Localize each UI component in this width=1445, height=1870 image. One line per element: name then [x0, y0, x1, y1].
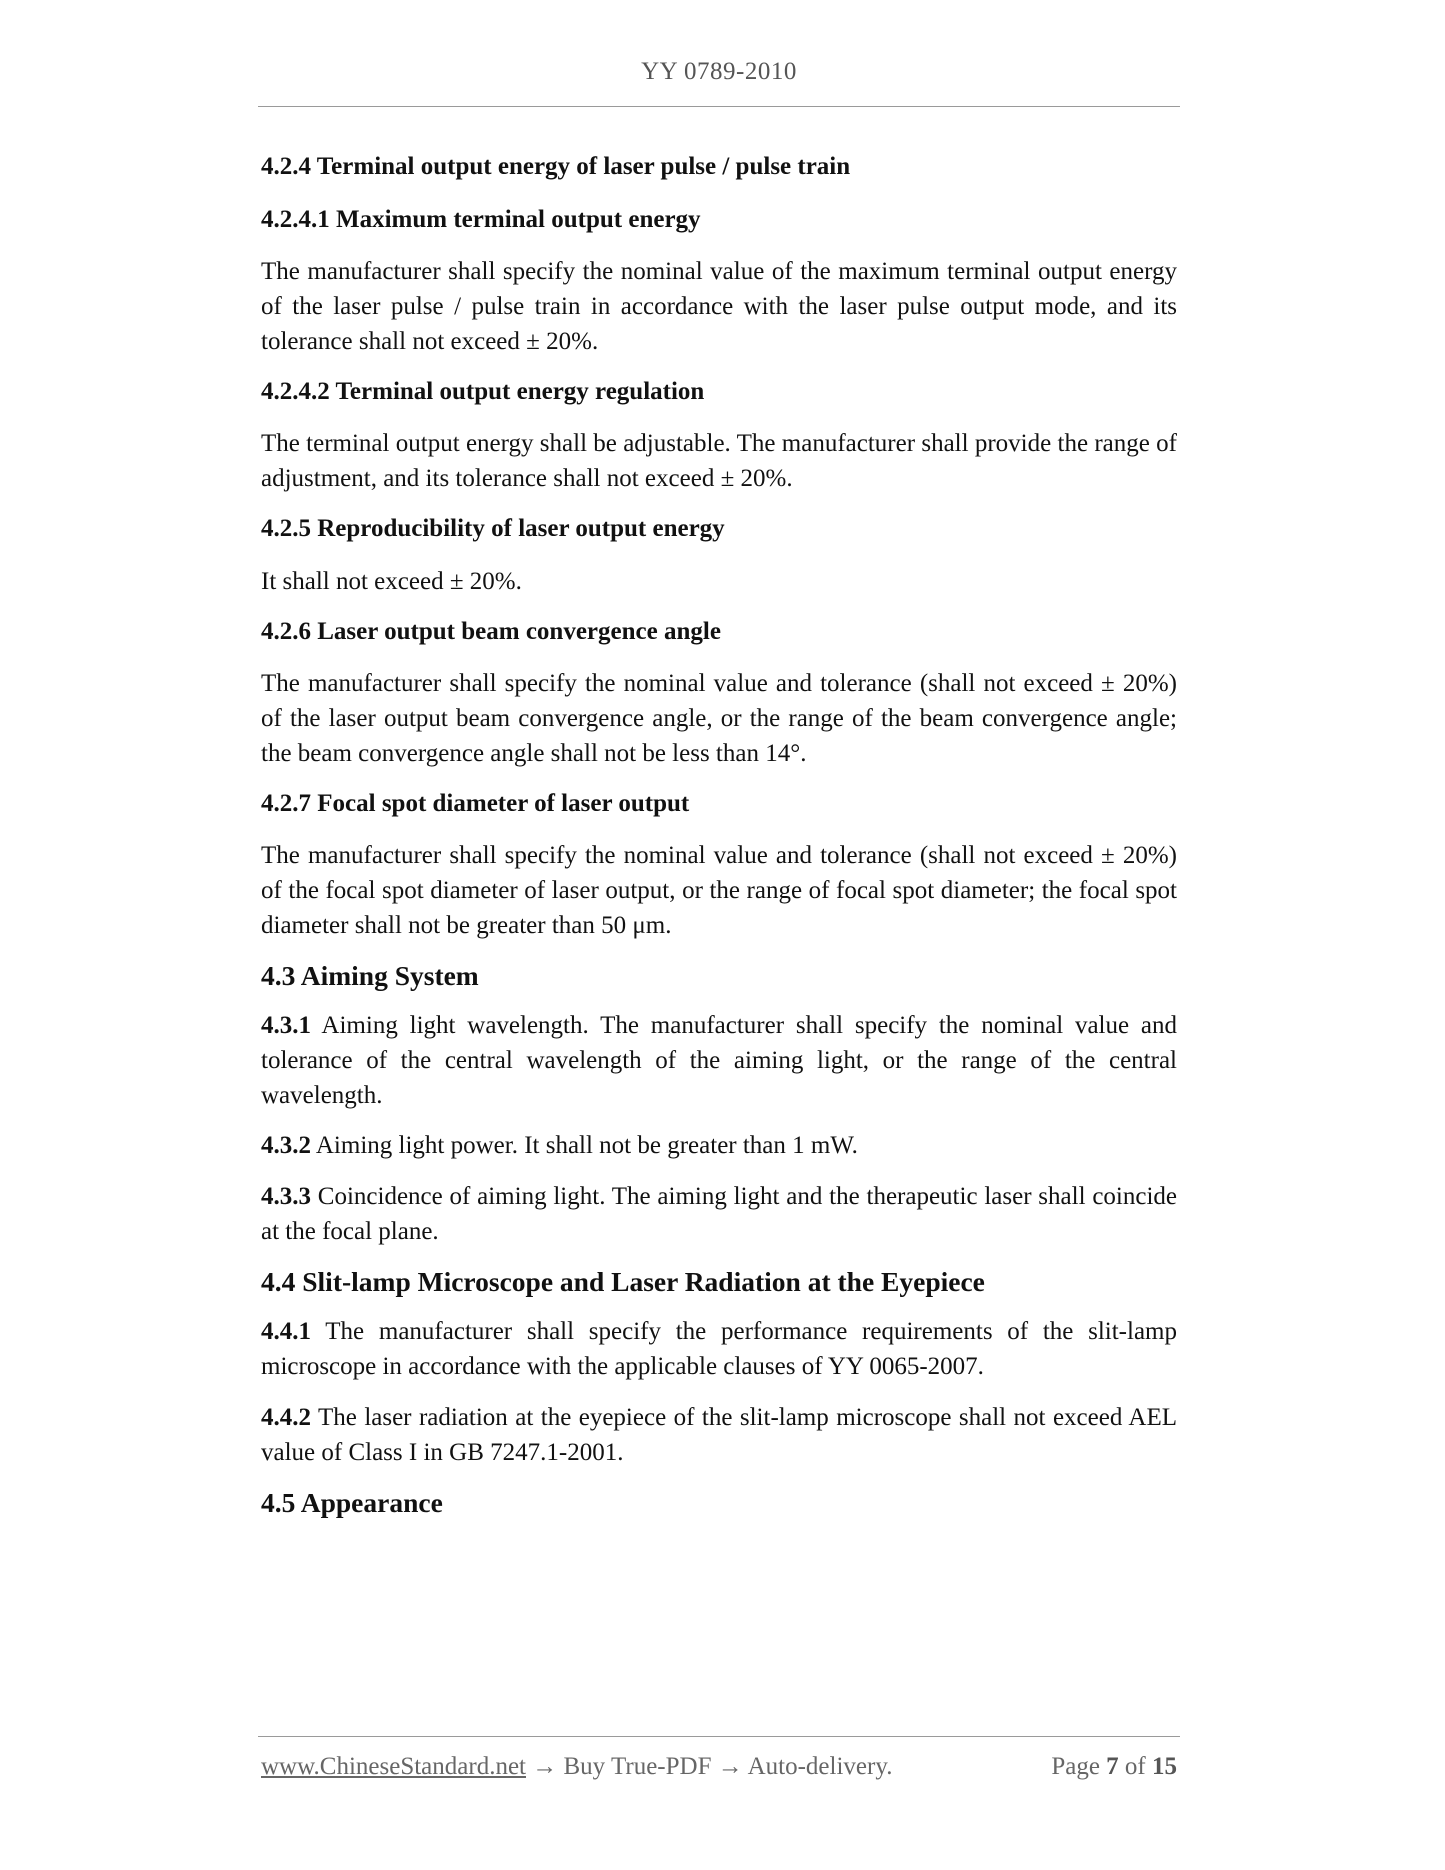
section-heading-4-3: 4.3 Aiming System	[261, 960, 479, 991]
current-page-number: 7	[1106, 1753, 1119, 1780]
clause-number: 4.3.1	[261, 1012, 311, 1039]
paragraph-4-2-6: The manufacturer shall specify the nominal value and tolerance (shall not exceed ± 20%) of the laser output beam convergence angle, or the range of the beam convergence angle; the beam convergence angle shall not be less than 14°.	[261, 670, 1177, 767]
paragraph-4-3-1	[261, 1008, 1177, 1113]
document-body	[261, 150, 1177, 1520]
paragraph-4-3-2	[261, 1128, 1177, 1163]
clause-text: The manufacturer shall specify the performance requirements of the slit-lamp microscope in accordance with the applicable clauses of YY 0065-2007.	[261, 1318, 1177, 1380]
paragraph-4-2-4-2: The terminal output energy shall be adjustable. The manufacturer shall provide the range of adjustment, and its tolerance shall not exceed ± 20%.	[261, 430, 1177, 492]
document-code: YY 0789-2010	[641, 58, 797, 85]
clause-text: The laser radiation at the eyepiece of the slit-lamp microscope shall not exceed AEL value of Class I in GB 7247.1-2001.	[261, 1404, 1177, 1466]
clause-number: 4.4.1	[261, 1318, 311, 1345]
footer-promo	[261, 1753, 892, 1781]
page-header	[258, 0, 1180, 107]
paragraph-4-2-5: It shall not exceed ± 20%.	[261, 568, 522, 595]
clause-text: Aiming light power. It shall not be greater than 1 mW.	[311, 1132, 858, 1159]
paragraph-4-4-1	[261, 1314, 1177, 1384]
page-of-label: of	[1124, 1753, 1146, 1780]
chinese-standard-link[interactable]: www.ChineseStandard.net	[261, 1753, 526, 1780]
clause-number: 4.3.3	[261, 1183, 311, 1210]
clause-text: Coincidence of aiming light. The aiming light and the therapeutic laser shall coincide at the focal plane.	[261, 1183, 1177, 1245]
section-heading-4-4: 4.4 Slit-lamp Microscope and Laser Radiation at the Eyepiece	[261, 1266, 985, 1297]
paragraph-4-2-7: The manufacturer shall specify the nominal value and tolerance (shall not exceed ± 20%) of the focal spot diameter of laser output, or the range of focal spot diameter; the focal spot diameter shall not be greater than 50 μm.	[261, 842, 1177, 939]
section-heading-4-2-7: 4.2.7 Focal spot diameter of laser output	[261, 790, 690, 817]
footer-divider	[258, 1736, 1180, 1737]
section-heading-4-2-4-2: 4.2.4.2 Terminal output energy regulation	[261, 378, 705, 405]
total-page-number: 15	[1152, 1753, 1177, 1780]
paragraph-4-4-2	[261, 1400, 1177, 1470]
paragraph-4-2-4-1: The manufacturer shall specify the nominal value of the maximum terminal output energy of the laser pulse / pulse train in accordance with the laser pulse output mode, and its tolerance shall not exceed ± 20%.	[261, 258, 1177, 355]
clause-text: Aiming light wavelength. The manufacturer shall specify the nominal value and tolerance of the central wavelength of the aiming light, or the range of the central wavelength.	[261, 1012, 1177, 1109]
section-heading-4-2-4-1: 4.2.4.1 Maximum terminal output energy	[261, 206, 701, 233]
page-label: Page	[1051, 1753, 1100, 1780]
paragraph-4-3-3	[261, 1179, 1177, 1249]
clause-number: 4.4.2	[261, 1404, 311, 1431]
clause-number: 4.3.2	[261, 1132, 311, 1159]
page-indicator	[1051, 1753, 1177, 1781]
section-heading-4-2-4: 4.2.4 Terminal output energy of laser pulse / pulse train	[261, 153, 851, 180]
section-heading-4-2-5: 4.2.5 Reproducibility of laser output energy	[261, 515, 725, 542]
section-heading-4-2-6: 4.2.6 Laser output beam convergence angle	[261, 618, 721, 645]
buy-true-pdf-text: → Buy True-PDF → Auto-delivery.	[526, 1753, 893, 1780]
section-heading-4-5: 4.5 Appearance	[261, 1487, 443, 1518]
